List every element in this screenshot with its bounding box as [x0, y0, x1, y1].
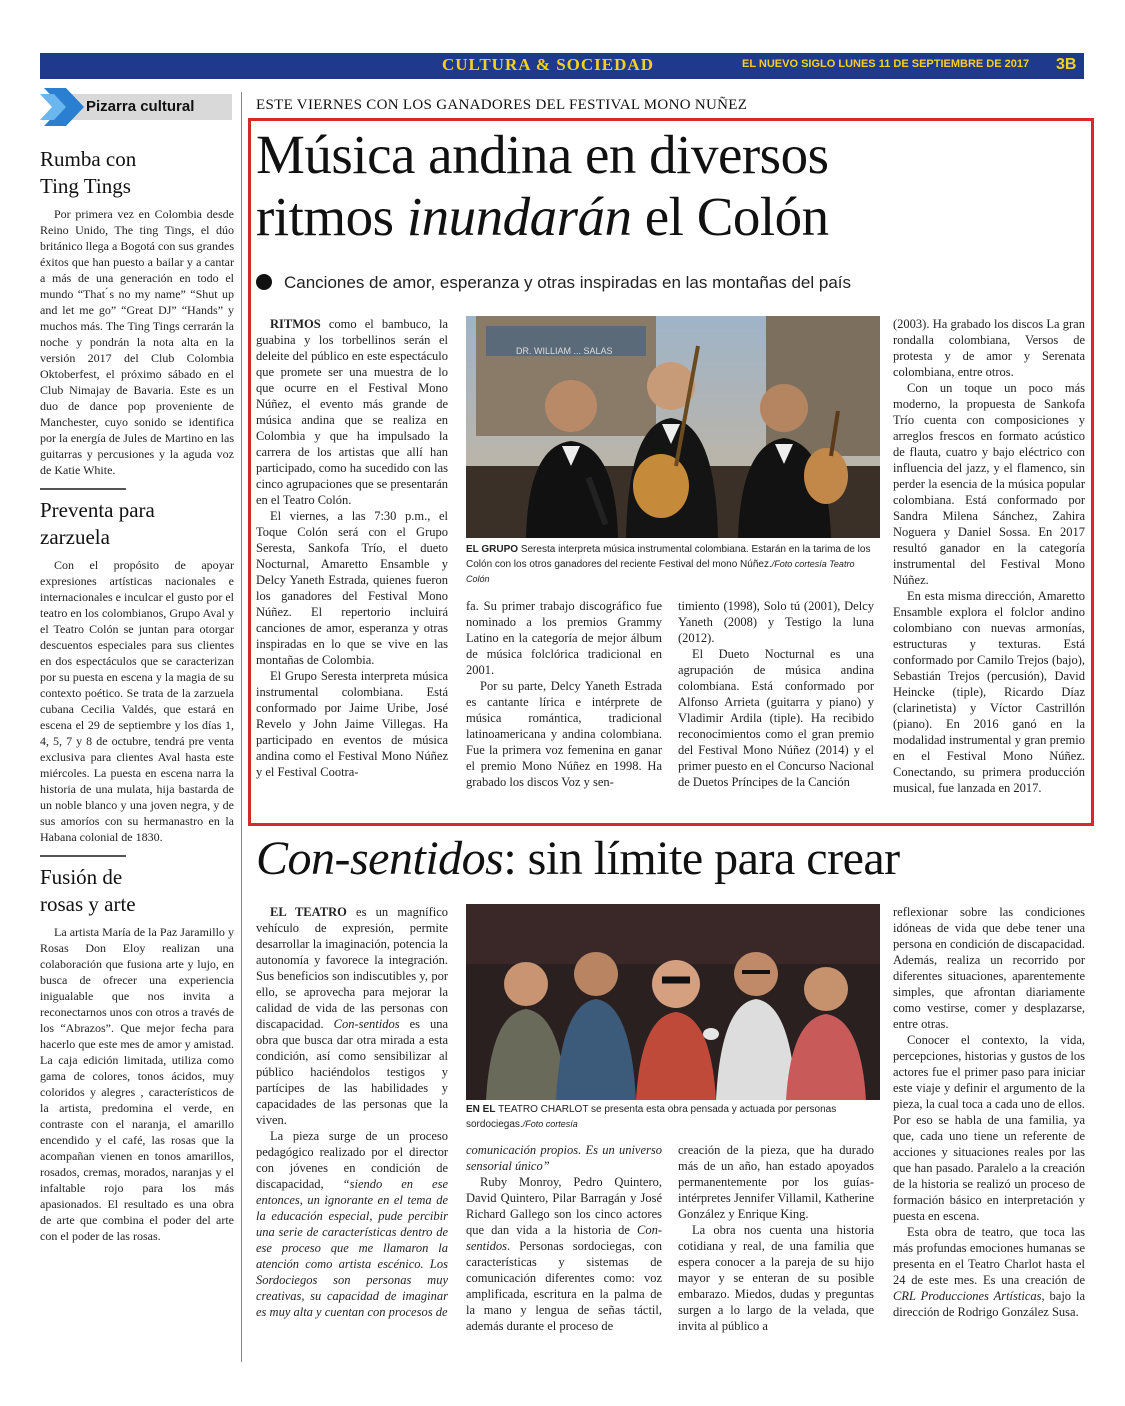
body-text: creación de la pieza, que ha durado más de un año, han estado apoyados permanentemente por los guías-intérpretes Jennifer Villamil, Katherine González y Enrique King. — [678, 1143, 874, 1221]
photo-caption — [466, 1103, 880, 1132]
article-column — [256, 904, 448, 1320]
body-text: (2003). Ha grabado los discos La gran rondalla colombiana, Versos de protesta y de amor y Serenata colombiana, entre otros. — [893, 317, 1085, 379]
lead-word: RITMOS — [270, 317, 321, 331]
body-text: La obra nos cuenta una historia cotidiana y real, de una familia que espera conocer a la pareja de su hijo mayor y se enteran de su posible embarazo. Miedos, dudas y preguntas surgen a lo largo de la velada, que invita al público a — [678, 1223, 874, 1333]
issue-date: EL NUEVO SIGLO LUNES 11 DE SEPTIEMBRE DE 2017 — [742, 58, 1030, 70]
group-photo — [466, 316, 880, 538]
photo-credit: /Foto cortesía — [522, 1119, 578, 1129]
pizarra-label-text: Pizarra cultural — [86, 98, 195, 115]
emphasis-text: Con-sentidos — [466, 1223, 662, 1253]
body-text: Esta obra de teatro, que toca las más profundas emociones humanas se presenta en el Teatro Charlot hasta el 24 de este mes. Es una creación de — [893, 1225, 1085, 1287]
headline-part: el Colón — [644, 186, 829, 247]
headline-part: ritmos — [256, 186, 394, 247]
article-column — [893, 316, 1085, 796]
article-column — [466, 598, 662, 790]
sidebar-text: Por primera vez en Colombia desde Reino Unido, The ting Tings, el dúo británico llega a Bogotá con sus grandes éxitos que han puesto a bailar y a cantar a más de una generación en todo el mundo “That ́s no my name” “Shut up and let me go” “Great DJ” “Hands” y muchos más. The Ting Tings cerrarán la noche y pondrán la nota alta en la versión 2017 del Club Colombia Oktoberfest, el próximo sábado en el Club Nimajay de Bavaria. Este es un duo de dance pop proveniente de Manchester, cuyo sonido se identifica por la energía de Jules de Martino en las guitarras y percusiones y la aguda voz de Katie White. — [40, 207, 234, 477]
building-sign: DR. WILLIAM ... SALAS — [516, 346, 613, 356]
sidebar — [40, 146, 234, 1244]
deck — [256, 273, 851, 293]
sidebar-title: Fusión de rosas y arte — [40, 865, 136, 916]
sidebar-text: La artista María de la Paz Jaramillo y Rosas Don Eloy realizan una colaboración que fusiona arte y lujo, en busca de ofrecer una experiencia inigualable que nos invita a reconectarnos unos con otros a través de los “Abrazos”. Que mejor fecha para hacerlo que este mes de amor y amistad. La caja edición limitada, utiliza como gama de colores, tonos ácidos, muy coloridos y alegres , característicos de la artista, predomina el verde, en contraste con el naranja, el amarillo encendido y el café, las rosas que la acompañan vienen en tonos amarillos, rosados, cremas, morados, naranjas y el infaltable rojo para los más apasionados. El resultado es una obra de arte que combina el poder del arte con el poder de las rosas. — [40, 925, 234, 1243]
section-title: CULTURA & SOCIEDAD — [442, 55, 654, 74]
headline-line-1: Música andina en diversos — [256, 124, 829, 185]
body-text: Por su parte, Delcy Yaneth Estrada es cantante lírica e intérprete de música romántica, tradicional latinoamericana y andina colombiana. Fue la primera voz femenina en ganar el premio Mono Núñez en 1998. Ha grabado los discos Voz y sen- — [466, 679, 662, 789]
article-kicker: ESTE VIERNES CON LOS GANADORES DEL FESTIVAL MONO NUÑEZ — [256, 97, 748, 113]
body-text: como el bambuco, la guabina y los torbellinos serán el deleite del público en este espectáculo que promete ser una muestra de lo que ocurre en el Festival Mono Núñez, el evento más grande de música andina que se realiza en Colombia y que ha impulsado la carrera de los artistas que allí han participado, como ha sucedido con las cinco agrupaciones que se presentarán en el Teatro Colón. — [256, 317, 448, 507]
headline — [256, 124, 829, 248]
caption-lead: EN EL — [466, 1104, 496, 1115]
body-text: Con un toque un poco más moderno, la propuesta de Sankofa Trío cuenta con composiciones y arreglos frescos en formato acústico de flauta, cuatro y bajo eléctrico con influencia del jazz, y el flamenco, sin perder la esencia de la música popular colombiana. Está conformado por Sandra Milena Sánchez, Zahira Noguera y Daniel Sossa. En 2017 resultó ganador en la categoría instrumental del Festival Mono Núñez. — [893, 381, 1085, 587]
headline-2 — [256, 830, 900, 888]
headline-emphasis: Con-sentidos — [256, 832, 504, 885]
body-text: , bajo la dirección de Rodrigo González Susa. — [893, 1289, 1085, 1319]
divider — [40, 855, 126, 857]
photo-caption — [466, 543, 880, 587]
sidebar-text: Con el propósito de apoyar expresiones artísticas nacionales e internacionales e inculcar el gusto por el teatro en los colombianos, Grupo Aval y el Teatro Colón se juntan para otorgar descuentos especiales para sus clientes en dos espectáculos que se caracterizan por su puesta en escena y la magia de su contexto poético. Se trata de la zarzuela cubana Cecilia Valdés, que estará en escena el 29 de septiembre y los días 1, 4, 5, 7 y 8 de octubre, tendrá pre venta exclusiva para clientes Aval hasta este miércoles. La puesta en escena narra la historia de una mulata, hija bastarda de un noble blanco y una joven negra, y de sus amoríos con su hermanastro en la Habana colonial de 1830. — [40, 558, 234, 844]
body-text: Conocer el contexto, la vida, percepciones, historias y gustos de los actores fue el primer paso para iniciar este viaje y definir el argumento de la pieza, la cual toca a cada uno de ellos. Por eso se habla de una familia, ya que, cada uno tiene un referente de acciones y situaciones reales por las que han pasado. Paralelo a la creación de la historia se realizó un proceso de formación básico en interpretación y puesta en escena. — [893, 1033, 1085, 1223]
deck-text: Canciones de amor, esperanza y otras inspiradas en las montañas del país — [284, 273, 851, 292]
article-column — [678, 598, 874, 790]
sidebar-item — [40, 864, 234, 1244]
body-text: es una obra que busca dar otra mirada a esta condición, así como sensibilizar al público haciéndolos testigos y partícipes de las habilidades y capacidades de las personas que la viven. — [256, 1017, 448, 1127]
photo-seresta — [466, 316, 880, 538]
body-text: En esta misma dirección, Amaretto Ensamble explora el folclor andino colombiano con nuevas armonías, estructuras y texturas. Está conformado por Camilo Trejos (bajo), Sebastián Trejos (percusión), David Heincke (tiple), Ricardo Díaz (clarinetista) y Víctor Castrillón (piano). En 2016 ganó en la modalidad instrumental y gran premio en el Festival Mono Núñez. Conectando, su primera producción musical, fue lanzada en 2017. — [893, 589, 1085, 795]
arrow-icon — [40, 88, 86, 126]
lead-word: EL TEATRO — [270, 905, 347, 919]
theater-photo — [466, 904, 880, 1100]
body-text: La pieza surge de un proceso pedagógico realizado por el director con jóvenes en condición de discapacidad, — [256, 1129, 448, 1191]
divider — [40, 488, 126, 490]
body-text: . Personas sordociegas, con características y sistemas de comunicación diferentes como: voz amplificada, escritura en la palma de la mano y lengua de señas táctil, además durante el proceso de — [466, 1239, 662, 1333]
article-column — [256, 316, 448, 780]
body-text: es un magnífico vehículo de expresión, permite desarrollar la imaginación, potencia la autonomía y favorece la integración. Sus beneficios son indiscutibles y, por ello, se aprovecha para mejorar la calidad de vida de las personas con discapacidad. — [256, 905, 449, 1031]
sidebar-title: Rumba con Ting Tings — [40, 147, 137, 198]
caption-text: Seresta interpreta música instrumental colombiana. Estarán en la tarima de los Colón con los otros ganadores del reciente Festival del mono Núñez. — [466, 544, 871, 570]
quote-text: “siendo en ese entonces, un ignorante en el tema de la educación especial, pude percibir una serie de características dentro de ese proceso que me llamaron la atención como artista escénico. Los Sordociegos son personas muy creativas, su capacidad de imaginar es muy alta y cuentan con procesos de — [256, 1177, 448, 1319]
body-text: El Grupo Seresta interpreta música instrumental colombiana. Está conformado por Jaime Uribe, José Revelo y John Jaime Villegas. Ha participado en eventos de música andina como el Festival Mono Núñez y el Festival Cootra- — [256, 669, 448, 779]
emphasis-text: Con-sentidos — [333, 1017, 400, 1031]
sidebar-item — [40, 146, 234, 478]
quote-text: comunicación propios. Es un universo sensorial único” — [466, 1143, 662, 1173]
sidebar-title: Preventa para zarzuela — [40, 498, 155, 549]
sidebar-item — [40, 497, 234, 845]
bullet-icon — [256, 274, 272, 290]
emphasis-text: CRL Producciones Artísticas — [893, 1289, 1042, 1303]
photo-credit: /Foto cortesía Teatro Colón — [466, 559, 855, 584]
body-text: El viernes, a las 7:30 p.m., el Toque Colón será con el Grupo Seresta, Sankofa Trío, el dueto Nocturnal, Amaretto Ensamble y Delcy Yaneth Estrada, quienes fueron los ganadores del Festival Mono Núñez. El repertorio incluirá canciones de amor, esperanza y otras inspiradas en lo que se vive en las montañas de Colombia. — [256, 509, 448, 667]
column-divider — [241, 92, 242, 1362]
caption-lead: EL GRUPO — [466, 544, 519, 555]
body-text: fa. Su primer trabajo discográfico fue nominado a los premios Grammy Latino en la categoría de mejor álbum de música folclórica tradicional en 2001. — [466, 599, 662, 677]
caption-text: TEATRO CHARLOT se presenta esta obra pensada y actuada por personas sordociegas. — [466, 1104, 837, 1130]
headline-emphasis: inundarán — [406, 186, 632, 247]
body-text: Ruby Monroy, Pedro Quintero, David Quintero, Pilar Barragán y José Richard Gallego son los cinco actores que dan vida a la historia de — [466, 1175, 662, 1237]
headline-part: : sin límite para crear — [503, 832, 900, 885]
article-column — [466, 1142, 662, 1334]
body-text: reflexionar sobre las condiciones idóneas de vida que debe tener una persona en condición de discapacidad. Además, realiza un recorrido por diferentes situaciones, aparentemente simples, que afrontan diariamente como vestirse, comer y desplazarse, entre otras. — [893, 905, 1085, 1031]
photo-consentidos — [466, 904, 880, 1100]
article-column — [678, 1142, 874, 1334]
body-text: timiento (1998), Solo tú (2001), Delcy Yaneth (2008) y Testigo la luna (2012). — [678, 599, 874, 645]
article-column — [893, 904, 1085, 1320]
page-number: 3B — [1056, 56, 1077, 73]
body-text: El Dueto Nocturnal es una agrupación de música andina colombiana. Está conformado por Alfonso Arrieta (guitarra y piano) y Vladimir Ardila (tiple). Ha recibido reconocimientos como el gran premio del Festival Mono Núñez (2014) y el primer puesto en el Concurso Nacional de Duetos Príncipes de la Canción — [678, 647, 874, 789]
